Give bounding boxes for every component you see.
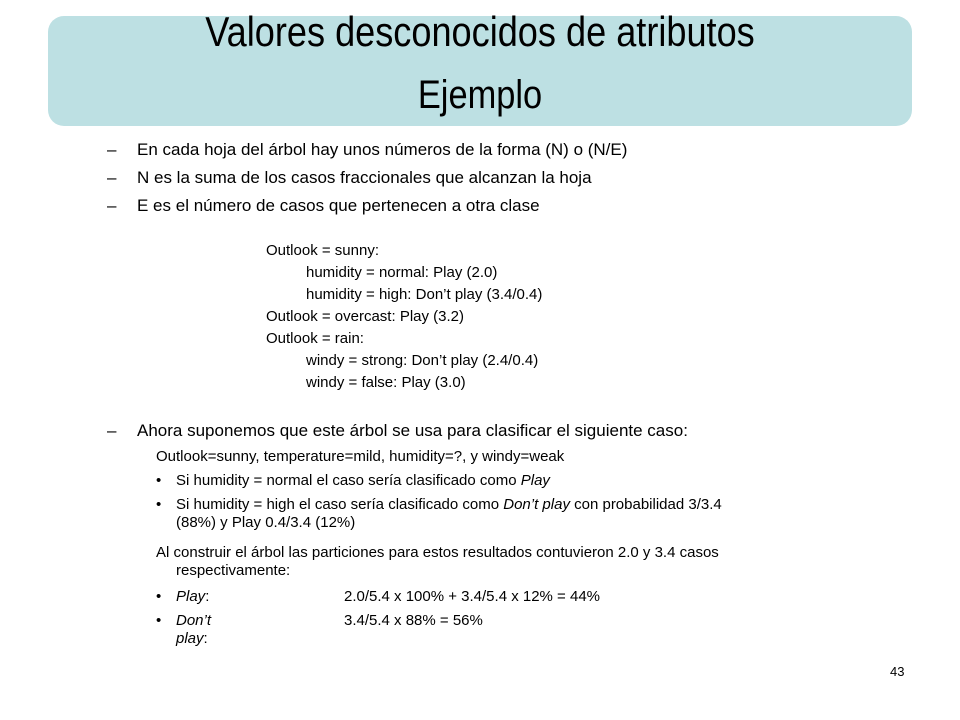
tree-node: Outlook = overcast: Play (3.2) [266,308,465,325]
calc-label-text: Play [176,588,206,605]
bullet-marker: • [156,588,162,605]
page-number: 43 [890,664,905,679]
calc-label [176,612,211,648]
bullet-marker: • [156,612,162,629]
dash-marker: – [107,168,117,187]
bullet-emphasis: Don’t play [503,496,570,513]
tree-node: Outlook = rain: [266,330,364,347]
dash-item [107,195,540,217]
dash-item-text: Ahora suponemos que este árbol se usa para clasificar el siguiente caso: [137,421,688,440]
bullet-emphasis: Play [520,472,550,489]
calc-value: 3.4/5.4 x 88% = 56% [344,612,483,629]
bullet-text-continued: (88%) y Play 0.4/3.4 (12%) [176,514,356,531]
calc-value: 2.0/5.4 x 100% + 3.4/5.4 x 12% = 44% [344,588,601,605]
bullet-text-part: Si humidity = normal el caso sería clasificado como [176,472,521,489]
partition-line: Al construir el árbol las particiones para estos resultados contuvieron 2.0 y 3.4 casos [156,544,719,561]
tree-leaf: windy = false: Play (3.0) [306,374,466,391]
tree-leaf: humidity = high: Don’t play (3.4/0.4) [306,286,543,303]
dash-marker: – [107,421,117,440]
bullet-marker: • [156,496,162,513]
partition-line-continued: respectivamente: [176,562,291,579]
calc-label-text: Don’t play [176,612,212,647]
tree-node: Outlook = sunny: [266,242,379,259]
bullet-text [176,496,876,514]
dash-item-text: E es el número de casos que pertenecen a otra clase [137,196,540,215]
bullet-text-part: con probabilidad 3/3.4 [569,496,722,513]
dash-item [107,139,627,161]
case-line: Outlook=sunny, temperature=mild, humidity=?, y windy=weak [156,448,565,465]
bullet-text [176,472,876,490]
dash-marker: – [107,140,117,159]
dash-item [107,167,592,189]
dash-item [107,420,688,442]
tree-leaf: windy = strong: Don’t play (2.4/0.4) [306,352,539,369]
calc-label [176,588,209,606]
slide-title: Valores desconocidos de atributos [205,8,755,55]
dash-item-text: En cada hoja del árbol hay unos números de la forma (N) o (N/E) [137,140,628,159]
calc-colon: : [203,630,208,647]
slide-subtitle: Ejemplo [417,73,543,117]
decision-tree [266,240,542,394]
dash-item-text: N es la suma de los casos fraccionales que alcanzan la hoja [137,168,592,187]
tree-leaf: humidity = normal: Play (2.0) [306,264,498,281]
calc-colon: : [205,588,210,605]
bullet-marker: • [156,472,162,489]
bullet-text-part: Si humidity = high el caso sería clasificado como [176,496,504,513]
dash-marker: – [107,196,117,215]
